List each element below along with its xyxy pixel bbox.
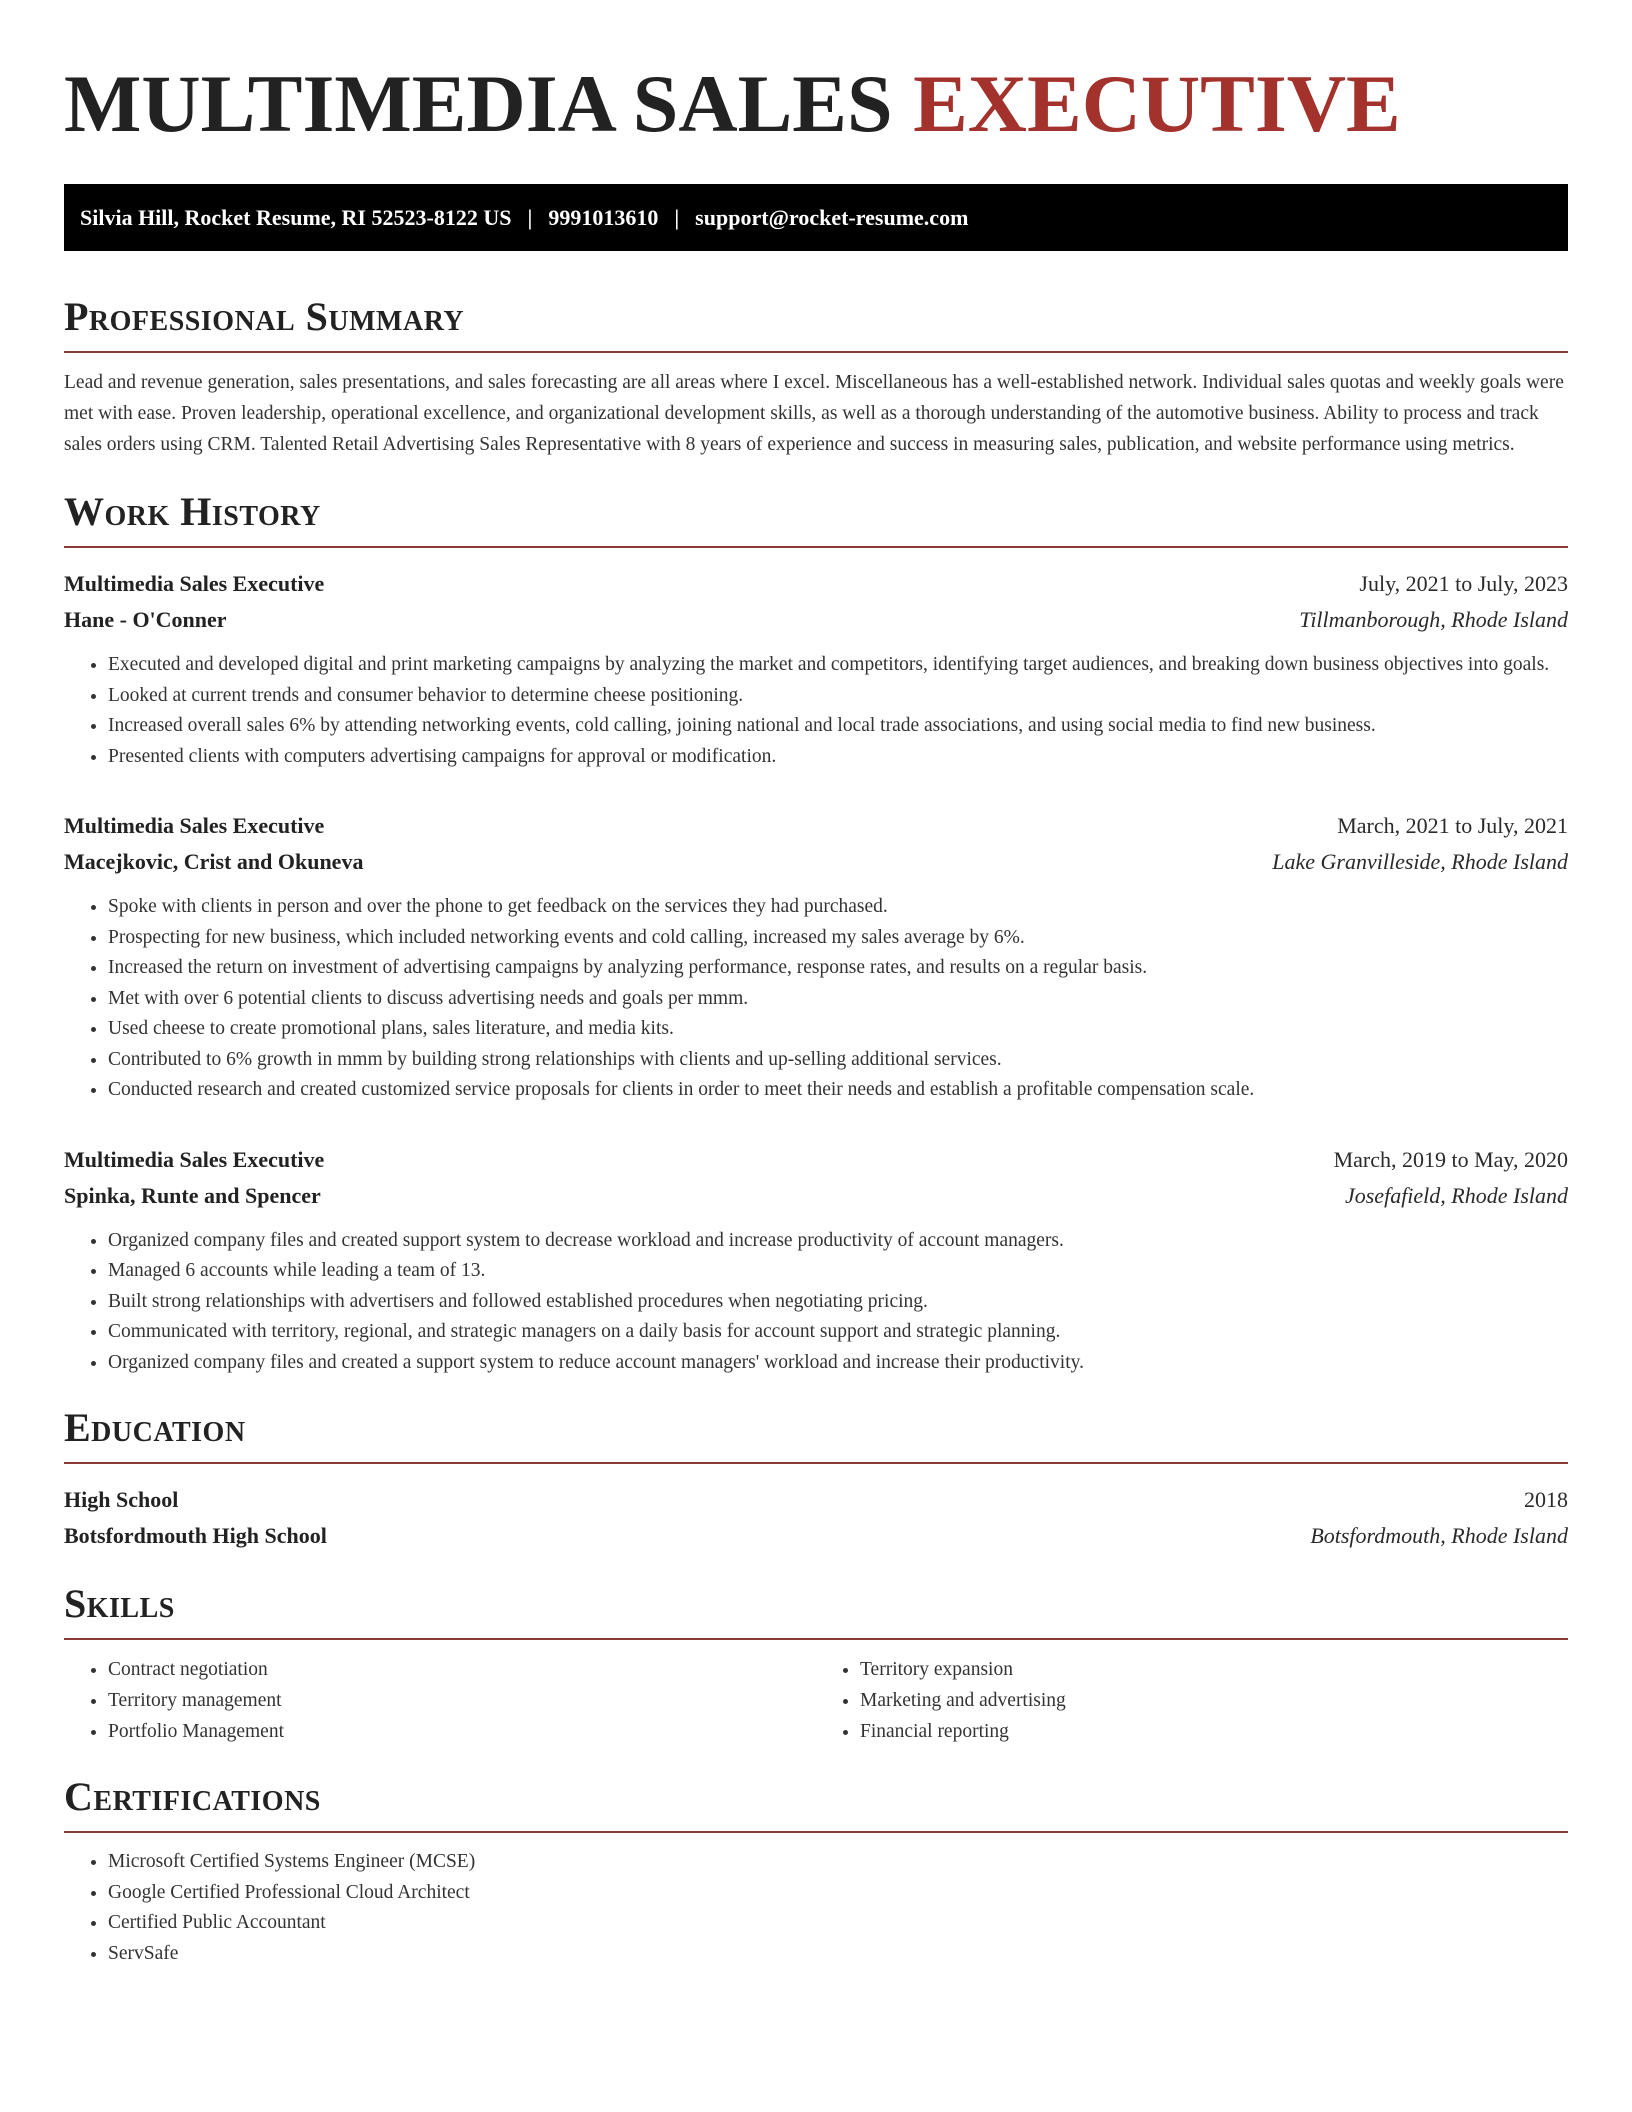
contact-address: Silvia Hill, Rocket Resume, RI 52523-8122 US: [80, 204, 512, 230]
list-item: • Organized company files and created a support system to reduce account managers' workload and increase their productivity.: [108, 1348, 1568, 1379]
contact-separator: |: [674, 204, 680, 230]
list-item: • Increased overall sales 6% by attending networking events, cold calling, joining national and local trade associations, and using social media to find new business.: [108, 711, 1568, 742]
education-section: [64, 1404, 1568, 1554]
title-main: MULTIMEDIA SALES: [64, 58, 893, 149]
section-divider: [64, 546, 1568, 548]
skill-item: • Portfolio Management: [108, 1716, 816, 1747]
certification-item: • Google Certified Professional Cloud Architect: [108, 1878, 1568, 1909]
section-title-education: Education: [64, 1405, 246, 1450]
section-divider: [64, 1831, 1568, 1833]
job-role: Multimedia Sales Executive: [64, 813, 325, 838]
list-item: • Increased the return on investment of advertising campaigns by analyzing performance, response rates, and results on a regular basis.: [108, 953, 1568, 984]
skill-item: • Territory expansion: [860, 1654, 1568, 1685]
section-divider: [64, 351, 1568, 353]
education-school: Botsfordmouth High School: [64, 1523, 327, 1548]
list-item: • Conducted research and created customized service proposals for clients in order to meet their needs and establish a profitable compensation scale.: [108, 1075, 1568, 1106]
title-accent: EXECUTIVE: [913, 58, 1401, 149]
job-entry: [64, 808, 1568, 1106]
skill-item: • Contract negotiation: [108, 1654, 816, 1685]
skill-item: • Financial reporting: [860, 1716, 1568, 1747]
section-divider: [64, 1462, 1568, 1464]
list-item: • Prospecting for new business, which included networking events and cold calling, increased my sales average by 6%.: [108, 923, 1568, 954]
list-item: • Used cheese to create promotional plans, sales literature, and media kits.: [108, 1014, 1568, 1045]
certifications-list: [64, 1847, 1568, 1969]
list-item: • Contributed to 6% growth in mmm by building strong relationships with clients and up-selling additional services.: [108, 1045, 1568, 1076]
job-role: Multimedia Sales Executive: [64, 1146, 325, 1172]
contact-email: support@rocket-resume.com: [695, 204, 969, 230]
job-dates: March, 2021 to July, 2021: [1337, 813, 1568, 838]
section-title-certifications: Certifications: [64, 1774, 321, 1819]
education-degree: High School: [64, 1487, 179, 1512]
certifications-section: [64, 1773, 1568, 1969]
summary-section: [64, 293, 1568, 460]
job-bullets: [64, 650, 1568, 772]
skills-column-right: [816, 1654, 1568, 1747]
education-header-row: [64, 1482, 1568, 1518]
certification-item: • Certified Public Accountant: [108, 1908, 1568, 1939]
job-location: Tillmanborough, Rhode Island: [1299, 607, 1568, 632]
list-item: • Met with over 6 potential clients to discuss advertising needs and goals per mmm.: [108, 984, 1568, 1015]
contact-separator: |: [527, 204, 533, 230]
list-item: • Spoke with clients in person and over the phone to get feedback on the services they had purchased.: [108, 892, 1568, 923]
skill-item: • Marketing and advertising: [860, 1685, 1568, 1716]
summary-text: Lead and revenue generation, sales presentations, and sales forecasting are all areas where I excel. Miscellaneous has a well-established network. Individual sales quotas and weekly goals were met with ease. Proven leadership, operational excellence, and organizational development skills, as well as a thorough understanding of the automotive business. Ability to process and track sales orders using CRM. Talented Retail Advertising Sales Representative with 8 years of experience and success in measuring sales, publication, and website performance using metrics.: [64, 372, 1564, 455]
work-history-section: [64, 488, 1568, 1378]
job-location: Lake Granvilleside, Rhode Island: [1272, 849, 1568, 874]
job-bullets: [64, 892, 1568, 1106]
skills-section: [64, 1580, 1568, 1747]
education-location: Botsfordmouth, Rhode Island: [1310, 1523, 1568, 1548]
certification-item: • ServSafe: [108, 1939, 1568, 1970]
section-divider: [64, 1638, 1568, 1640]
job-bullets: [64, 1226, 1568, 1379]
section-title-summary: Professional Summary: [64, 294, 465, 339]
job-location: Josefafield, Rhode Island: [1344, 1182, 1568, 1208]
job-entry: [64, 566, 1568, 772]
skill-item: • Territory management: [108, 1685, 816, 1716]
list-item: • Organized company files and created support system to decrease workload and increase productivity of account managers.: [108, 1226, 1568, 1257]
job-company: Hane - O'Conner: [64, 607, 227, 632]
job-company-row: [64, 602, 1568, 638]
list-item: • Built strong relationships with advertisers and followed established procedures when negotiating pricing.: [108, 1287, 1568, 1318]
job-header-row: [64, 1142, 1568, 1178]
list-item: • Presented clients with computers advertising campaigns for approval or modification.: [108, 742, 1568, 773]
job-company-row: [64, 844, 1568, 880]
job-entry: [64, 1142, 1568, 1379]
job-dates: July, 2021 to July, 2023: [1359, 571, 1568, 596]
job-company: Spinka, Runte and Spencer: [64, 1182, 321, 1208]
list-item: • Looked at current trends and consumer behavior to determine cheese positioning.: [108, 681, 1568, 712]
education-school-row: [64, 1518, 1568, 1554]
education-year: 2018: [1524, 1487, 1568, 1512]
contact-bar: [64, 184, 1568, 251]
certification-item: • Microsoft Certified Systems Engineer (MCSE): [108, 1847, 1568, 1878]
job-company-row: [64, 1178, 1568, 1214]
job-dates: March, 2019 to May, 2020: [1333, 1146, 1568, 1172]
skills-column-left: [64, 1654, 816, 1747]
section-title-work: Work History: [64, 489, 321, 534]
job-company: Macejkovic, Crist and Okuneva: [64, 849, 364, 874]
job-role: Multimedia Sales Executive: [64, 571, 325, 596]
section-title-skills: Skills: [64, 1581, 175, 1626]
list-item: • Executed and developed digital and print marketing campaigns by analyzing the market and competitors, identifying target audiences, and breaking down business objectives into goals.: [108, 650, 1568, 681]
contact-phone: 9991013610: [548, 204, 659, 230]
skills-grid: [64, 1654, 1568, 1747]
list-item: • Managed 6 accounts while leading a team of 13.: [108, 1256, 1568, 1287]
resume-title: [64, 0, 1568, 152]
list-item: • Communicated with territory, regional, and strategic managers on a daily basis for account support and strategic planning.: [108, 1317, 1568, 1348]
education-entry: [64, 1482, 1568, 1554]
job-header-row: [64, 808, 1568, 844]
job-header-row: [64, 566, 1568, 602]
